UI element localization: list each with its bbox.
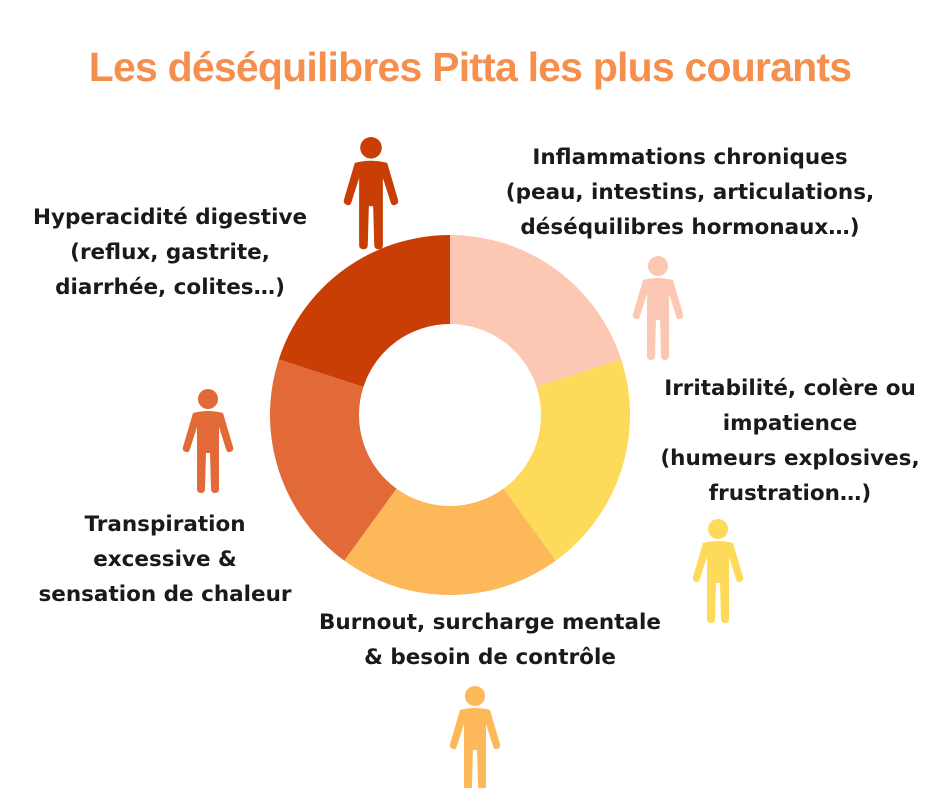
page-title: Les déséquilibres Pitta les plus courants (88, 44, 852, 90)
person-icon (183, 389, 233, 493)
slice-label-line: impatience (722, 411, 858, 436)
person-icon (693, 519, 743, 623)
slice-label (650, 371, 930, 511)
slice-label-line: Hyperacidité digestive (32, 205, 308, 230)
slice-label-line: Irritabilité, colère ou (664, 376, 916, 401)
slice-label-line: diarrhée, colites…) (55, 275, 285, 300)
slice-label-line: Inflammations chroniques (532, 145, 848, 170)
person-icon (450, 686, 500, 788)
slice-label-line: & besoin de contrôle (364, 645, 616, 670)
slice-label-line: (humeurs explosives, (660, 446, 920, 471)
donut-slice (450, 235, 621, 387)
slice-label (20, 200, 320, 305)
person-icon (344, 137, 398, 249)
slice-label-line: déséquilibres hormonaux…) (520, 215, 860, 240)
slice-label-line: Transpiration (84, 512, 246, 537)
slice-label-line: (reflux, gastrite, (70, 240, 270, 265)
slice-label-line: sensation de chaleur (38, 582, 292, 607)
slice-label-line: frustration…) (708, 481, 872, 506)
slice-label (480, 140, 900, 245)
slice-label-line: (peau, intestins, articulations, (505, 180, 875, 205)
slice-label (300, 605, 680, 675)
person-icon (633, 256, 683, 360)
slice-label (20, 507, 310, 612)
slice-label-line: Burnout, surcharge mentale (319, 610, 661, 635)
slice-label-line: excessive & (93, 547, 237, 572)
